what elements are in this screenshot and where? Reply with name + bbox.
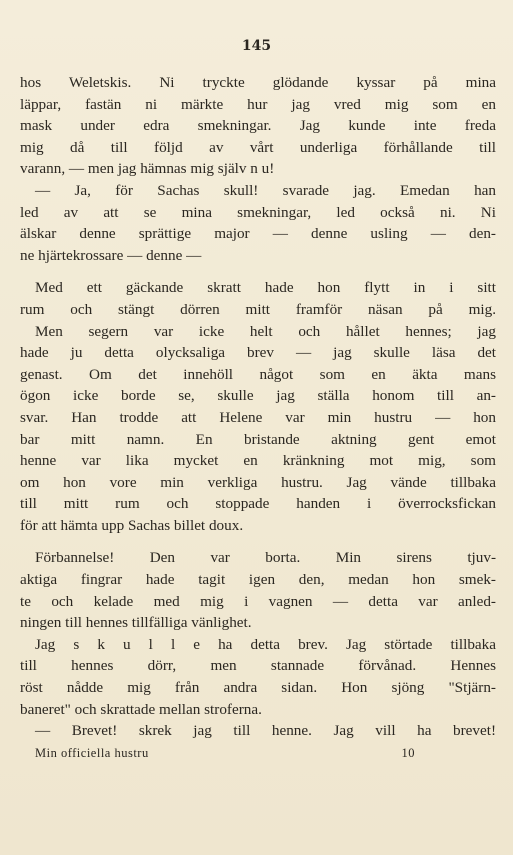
book-title: Min officiella hustru <box>35 746 149 760</box>
text-line: älskar denne sprättige major — denne usling — den- <box>20 225 496 243</box>
text-line: hos Weletskis. Ni tryckte glödande kyssar på mina <box>20 74 496 91</box>
text-line: te och kelade med mig i vagnen — detta var anled- <box>20 592 496 610</box>
signature-mark: 10 <box>401 746 415 760</box>
page-number: 145 <box>241 38 272 54</box>
text-line: Jag s k u l l e ha detta brev. Jag störtade tillbaka <box>35 635 496 653</box>
text-line: mig då till följd av vårt underliga förhållande till <box>20 138 496 156</box>
text-line: baneret" och skrattade mellan stroferna. <box>20 700 262 718</box>
text-line: läppar, fastän ni märkte hur jag vred mig som en <box>20 95 496 113</box>
paragraph-4 <box>20 547 496 741</box>
text-line: ögon icke borde se, skulle jag ställa honom till an- <box>20 387 496 405</box>
text-line: aktiga fingrar hade tagit igen den, medan hon smek- <box>20 571 496 589</box>
text-line: — Brevet! skrek jag till henne. Jag vill ha brevet! <box>35 722 496 740</box>
text-line: till mitt rum och stoppade handen i överrocksfickan <box>20 495 496 513</box>
text-line: Med ett gäckande skratt hade hon flytt in i sitt <box>35 279 496 297</box>
paragraph-1 <box>20 72 496 180</box>
text-line: röst nådde mig från andra sidan. Hon sjöng "Stjärn- <box>20 679 496 697</box>
text-line: till hennes dörr, men stannade förvånad. Hennes <box>20 657 496 675</box>
text-line: ningen till hennes tillfälliga vänlighet. <box>20 614 252 632</box>
text-line: mask under edra smekningar. Jag kunde inte freda <box>20 117 496 135</box>
text-line: ne hjärtekrossare — denne — <box>20 246 202 264</box>
text-line: genast. Om det innehöll något som en äkta mans <box>20 365 496 383</box>
text-line: — Ja, för Sachas skull! svarade jag. Emedan han <box>35 181 496 199</box>
text-line: Förbannelse! Den var borta. Min sirens tjuv- <box>35 549 496 567</box>
text-line: om hon vore min verkliga hustru. Jag vände tillbaka <box>20 473 496 491</box>
text-line: varann, — men jag hämnas mig själv n u! <box>20 160 275 178</box>
text-line: för att hämta upp Sachas billet doux. <box>20 516 244 534</box>
text-line: led av att se mina smekningar, led också ni. Ni <box>20 203 496 221</box>
text-line: bar mitt namn. En bristande aktning gent emot <box>20 430 496 448</box>
paragraph-3 <box>20 277 496 536</box>
text-line: svar. Han trodde att Helene var min hustru — hon <box>20 408 496 426</box>
body-text <box>20 72 496 742</box>
text-line: Men segern var icke helt och hållet hennes; jag <box>35 322 496 340</box>
page-footer <box>35 746 415 761</box>
text-line: rum och stängt dörren mitt framför näsan på mig. <box>20 300 496 318</box>
text-line: hade ju detta olycksaliga brev — jag skulle läsa det <box>20 344 496 362</box>
text-line: henne var lika mycket en kränkning mot mig, som <box>20 452 496 470</box>
paragraph-2 <box>20 180 496 266</box>
